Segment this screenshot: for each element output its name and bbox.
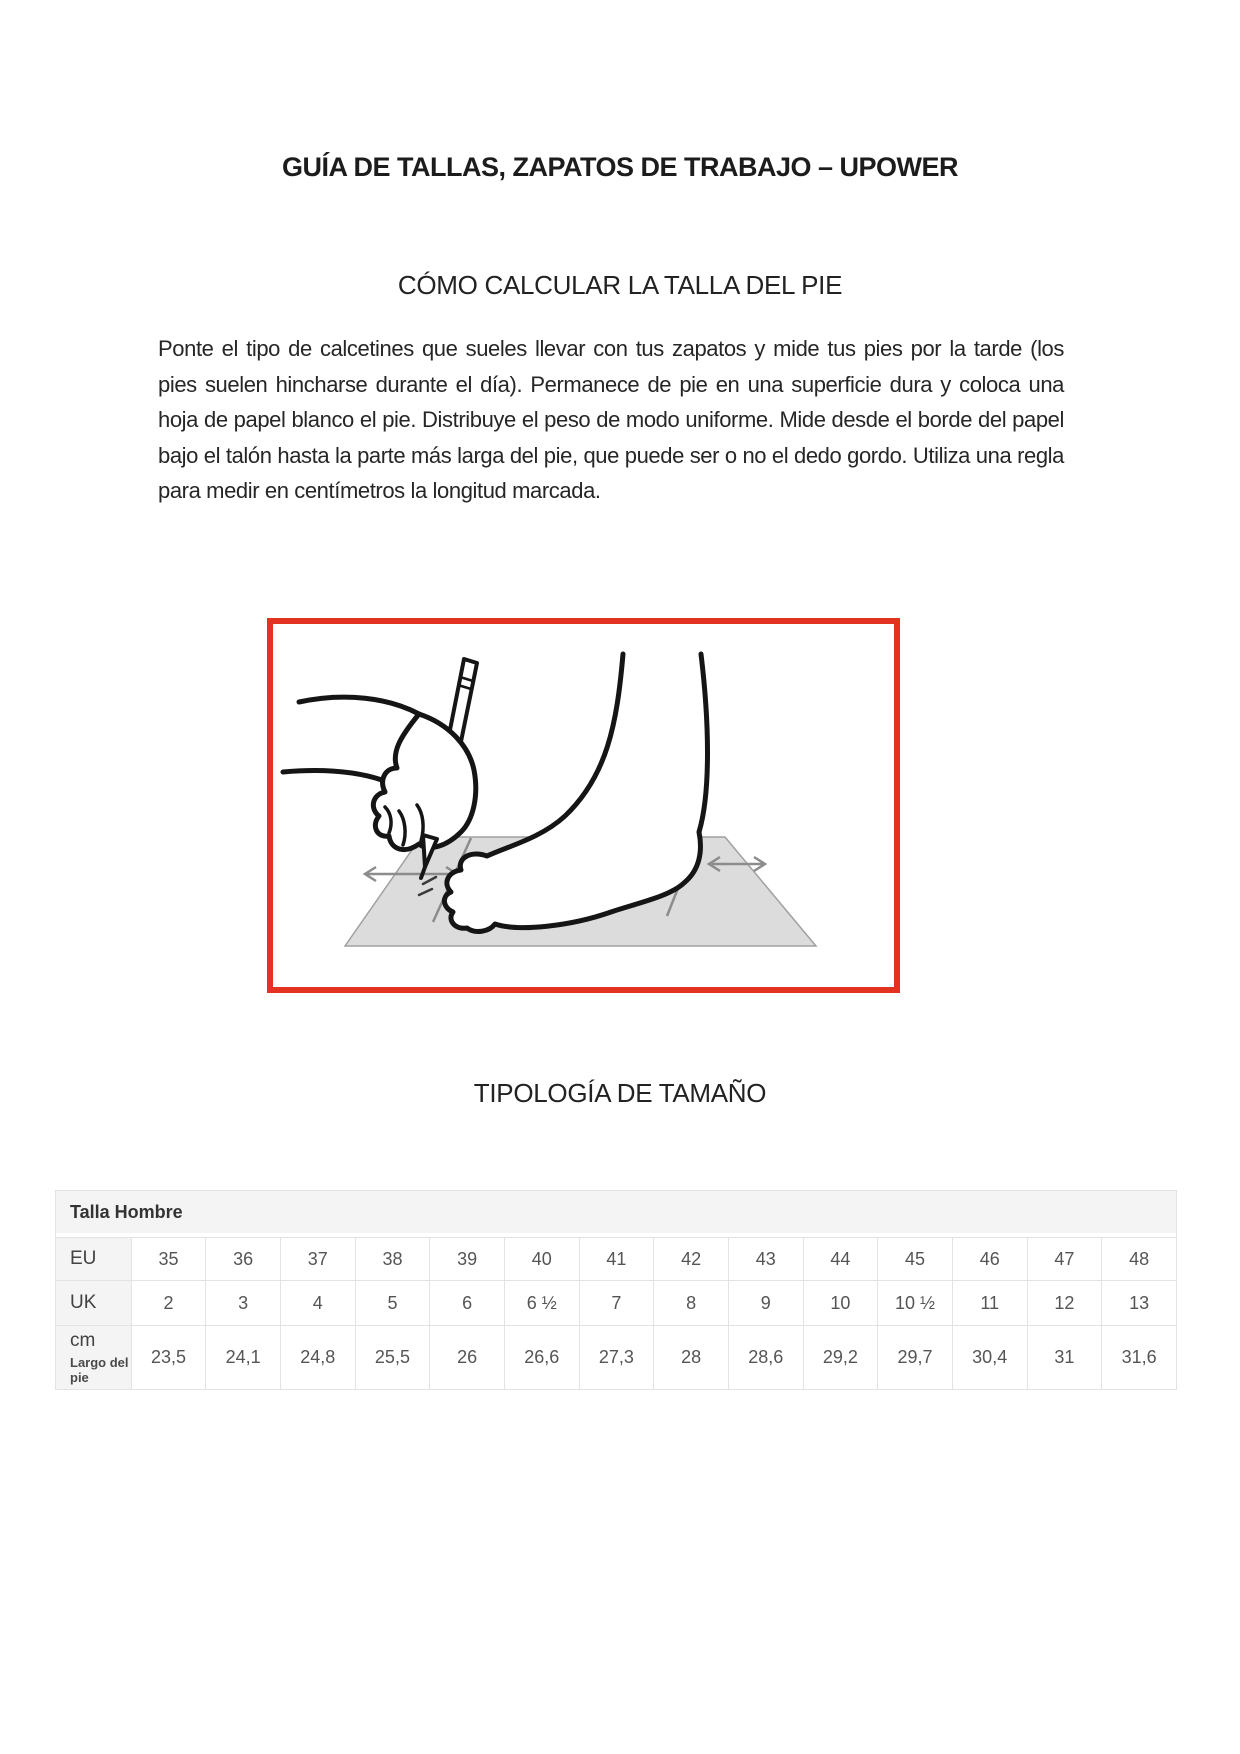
- foot-measurement-drawing: [273, 624, 894, 987]
- size-cell: 13: [1101, 1280, 1176, 1325]
- size-cell: 8: [653, 1280, 728, 1325]
- size-cell: 3: [205, 1280, 280, 1325]
- size-cell: 6 ½: [504, 1280, 579, 1325]
- size-cell: 35: [131, 1237, 206, 1280]
- size-cell: 25,5: [355, 1325, 430, 1389]
- size-cell: 31,6: [1101, 1325, 1176, 1389]
- size-cell: 27,3: [579, 1325, 654, 1389]
- row-label-eu: EU: [56, 1237, 131, 1280]
- table-row-uk: [56, 1280, 1176, 1325]
- foot-measurement-illustration: [267, 618, 900, 993]
- size-cell: 48: [1101, 1237, 1176, 1280]
- size-cell: 26,6: [504, 1325, 579, 1389]
- size-cell: 39: [429, 1237, 504, 1280]
- section-title-typology: TIPOLOGÍA DE TAMAÑO: [473, 1078, 767, 1108]
- size-cell: 30,4: [952, 1325, 1027, 1389]
- page-title: GUÍA DE TALLAS, ZAPATOS DE TRABAJO – UPOWER: [281, 152, 959, 182]
- row-label-cm: cm Largo del pie: [56, 1325, 131, 1389]
- size-cell: 10: [803, 1280, 878, 1325]
- size-cell: 4: [280, 1280, 355, 1325]
- size-table: [55, 1190, 1177, 1390]
- size-table-container: [55, 1190, 1177, 1390]
- size-cell: 44: [803, 1237, 878, 1280]
- size-cell: 24,8: [280, 1325, 355, 1389]
- size-cell: 26: [429, 1325, 504, 1389]
- table-row-eu: [56, 1237, 1176, 1280]
- size-cell: 41: [579, 1237, 654, 1280]
- size-cell: 31: [1027, 1325, 1102, 1389]
- size-cell: 40: [504, 1237, 579, 1280]
- size-cell: 24,1: [205, 1325, 280, 1389]
- size-cell: 28,6: [728, 1325, 803, 1389]
- size-cell: 2: [131, 1280, 206, 1325]
- foot-outline: [444, 654, 707, 931]
- size-cell: 9: [728, 1280, 803, 1325]
- size-cell: 36: [205, 1237, 280, 1280]
- size-cell: 10 ½: [877, 1280, 952, 1325]
- measuring-instructions-paragraph: Ponte el tipo de calcetines que sueles llevar con tus zapatos y mide tus pies por la tarde (los pies suelen hincharse durante el día). Permanece de pie en una superficie dura y coloca una hoja de papel blanco el pie. Distribuye el peso de modo uniforme. Mide desde el borde del papel bajo el talón hasta la parte más larga del pie, que puede ser o no el dedo gordo. Utiliza una regla para medir en centímetros la longitud marcada.: [158, 336, 1064, 504]
- size-cell: 38: [355, 1237, 430, 1280]
- row-sublabel-cm: Largo del pie: [70, 1355, 129, 1385]
- size-cell: 46: [952, 1237, 1027, 1280]
- table-header-talla-hombre: Talla Hombre: [56, 1191, 1176, 1237]
- size-cell: 6: [429, 1280, 504, 1325]
- table-row-cm: [56, 1325, 1176, 1389]
- size-cell: 43: [728, 1237, 803, 1280]
- size-cell: 29,7: [877, 1325, 952, 1389]
- size-cell: 28: [653, 1325, 728, 1389]
- size-cell: 37: [280, 1237, 355, 1280]
- size-cell: 23,5: [131, 1325, 206, 1389]
- size-cell: 47: [1027, 1237, 1102, 1280]
- size-cell: 7: [579, 1280, 654, 1325]
- section-title-how-to-measure: CÓMO CALCULAR LA TALLA DEL PIE: [397, 270, 843, 300]
- row-label-uk: UK: [56, 1280, 131, 1325]
- size-cell: 12: [1027, 1280, 1102, 1325]
- table-header-row: [56, 1191, 1176, 1237]
- size-cell: 5: [355, 1280, 430, 1325]
- size-cell: 42: [653, 1237, 728, 1280]
- size-cell: 29,2: [803, 1325, 878, 1389]
- size-cell: 45: [877, 1237, 952, 1280]
- size-cell: 11: [952, 1280, 1027, 1325]
